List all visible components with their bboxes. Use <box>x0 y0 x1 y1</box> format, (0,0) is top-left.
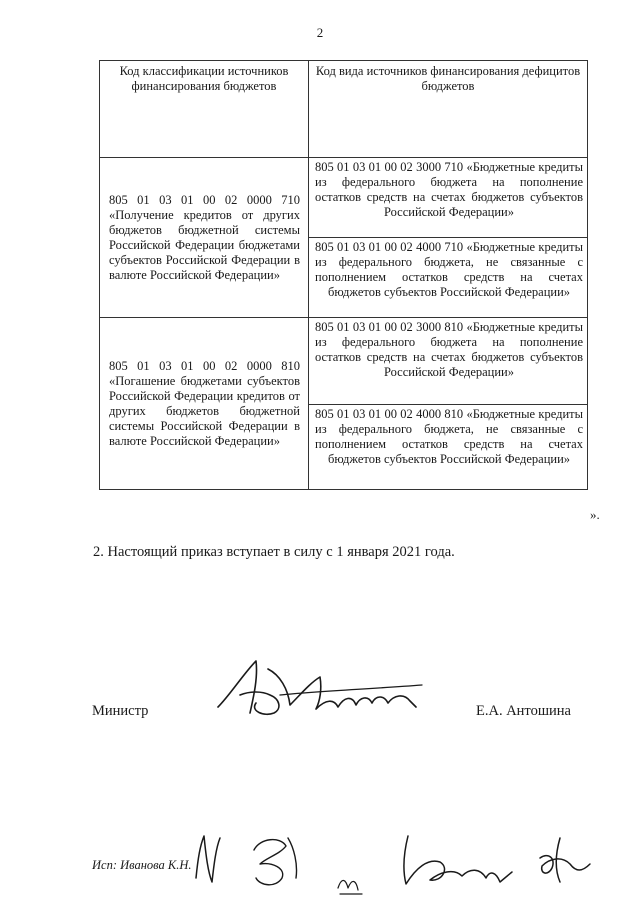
executor-note: Исп: Иванова К.Н. <box>92 858 192 872</box>
table-cell-source-type: 805 01 03 01 00 02 3000 810 «Бюджетные кредиты из федерального бюджета на пополнение остатков средств на счетах бюджетов субъектов Российской Федерации» <box>309 318 588 405</box>
minister-signature <box>210 655 440 725</box>
table-cell-classification: 805 01 03 01 00 02 0000 810 «Погашение бюджетами субъектов Российской Федерации кредитов от других бюджетов бюджетной системы Российской Федерации в валюте Российской Федерации» <box>100 318 309 490</box>
table-header-row <box>100 61 588 158</box>
table-cell-classification: 805 01 03 01 00 02 0000 710 «Получение кредитов от других бюджетов бюджетной системы Российской Федерации бюджетами субъектов Российской Федерации в валюте Российской Федерации» <box>100 158 309 318</box>
table-cell-source-type: 805 01 03 01 00 02 3000 710 «Бюджетные кредиты из федерального бюджета на пополнение остатков средств на счетах бюджетов субъектов Российской Федерации» <box>309 158 588 238</box>
table-row <box>100 158 588 238</box>
order-clause: 2. Настоящий приказ вступает в силу с 1 января 2021 года. <box>93 544 455 560</box>
approval-initials <box>190 828 610 903</box>
signatory-title: Министр <box>92 703 149 719</box>
funding-sources-table <box>99 60 588 490</box>
page-number: 2 <box>316 25 324 40</box>
closing-quote-mark: ». <box>590 507 600 522</box>
table-cell-source-type: 805 01 03 01 00 02 4000 710 «Бюджетные кредиты из федерального бюджета, не связанные с пополнением остатков средств на счетах бюджетов субъектов Российской Федерации» <box>309 238 588 318</box>
signatory-name: Е.А. Антошина <box>476 703 571 719</box>
table-row <box>100 318 588 405</box>
header-source-type-code: Код вида источников финансирования дефицитов бюджетов <box>309 61 588 158</box>
header-classification-code: Код классификации источников финансирования бюджетов <box>100 61 309 158</box>
table-cell-source-type: 805 01 03 01 00 02 4000 810 «Бюджетные кредиты из федерального бюджета, не связанные с пополнением остатков средств на счетах бюджетов субъектов Российской Федерации» <box>309 405 588 490</box>
